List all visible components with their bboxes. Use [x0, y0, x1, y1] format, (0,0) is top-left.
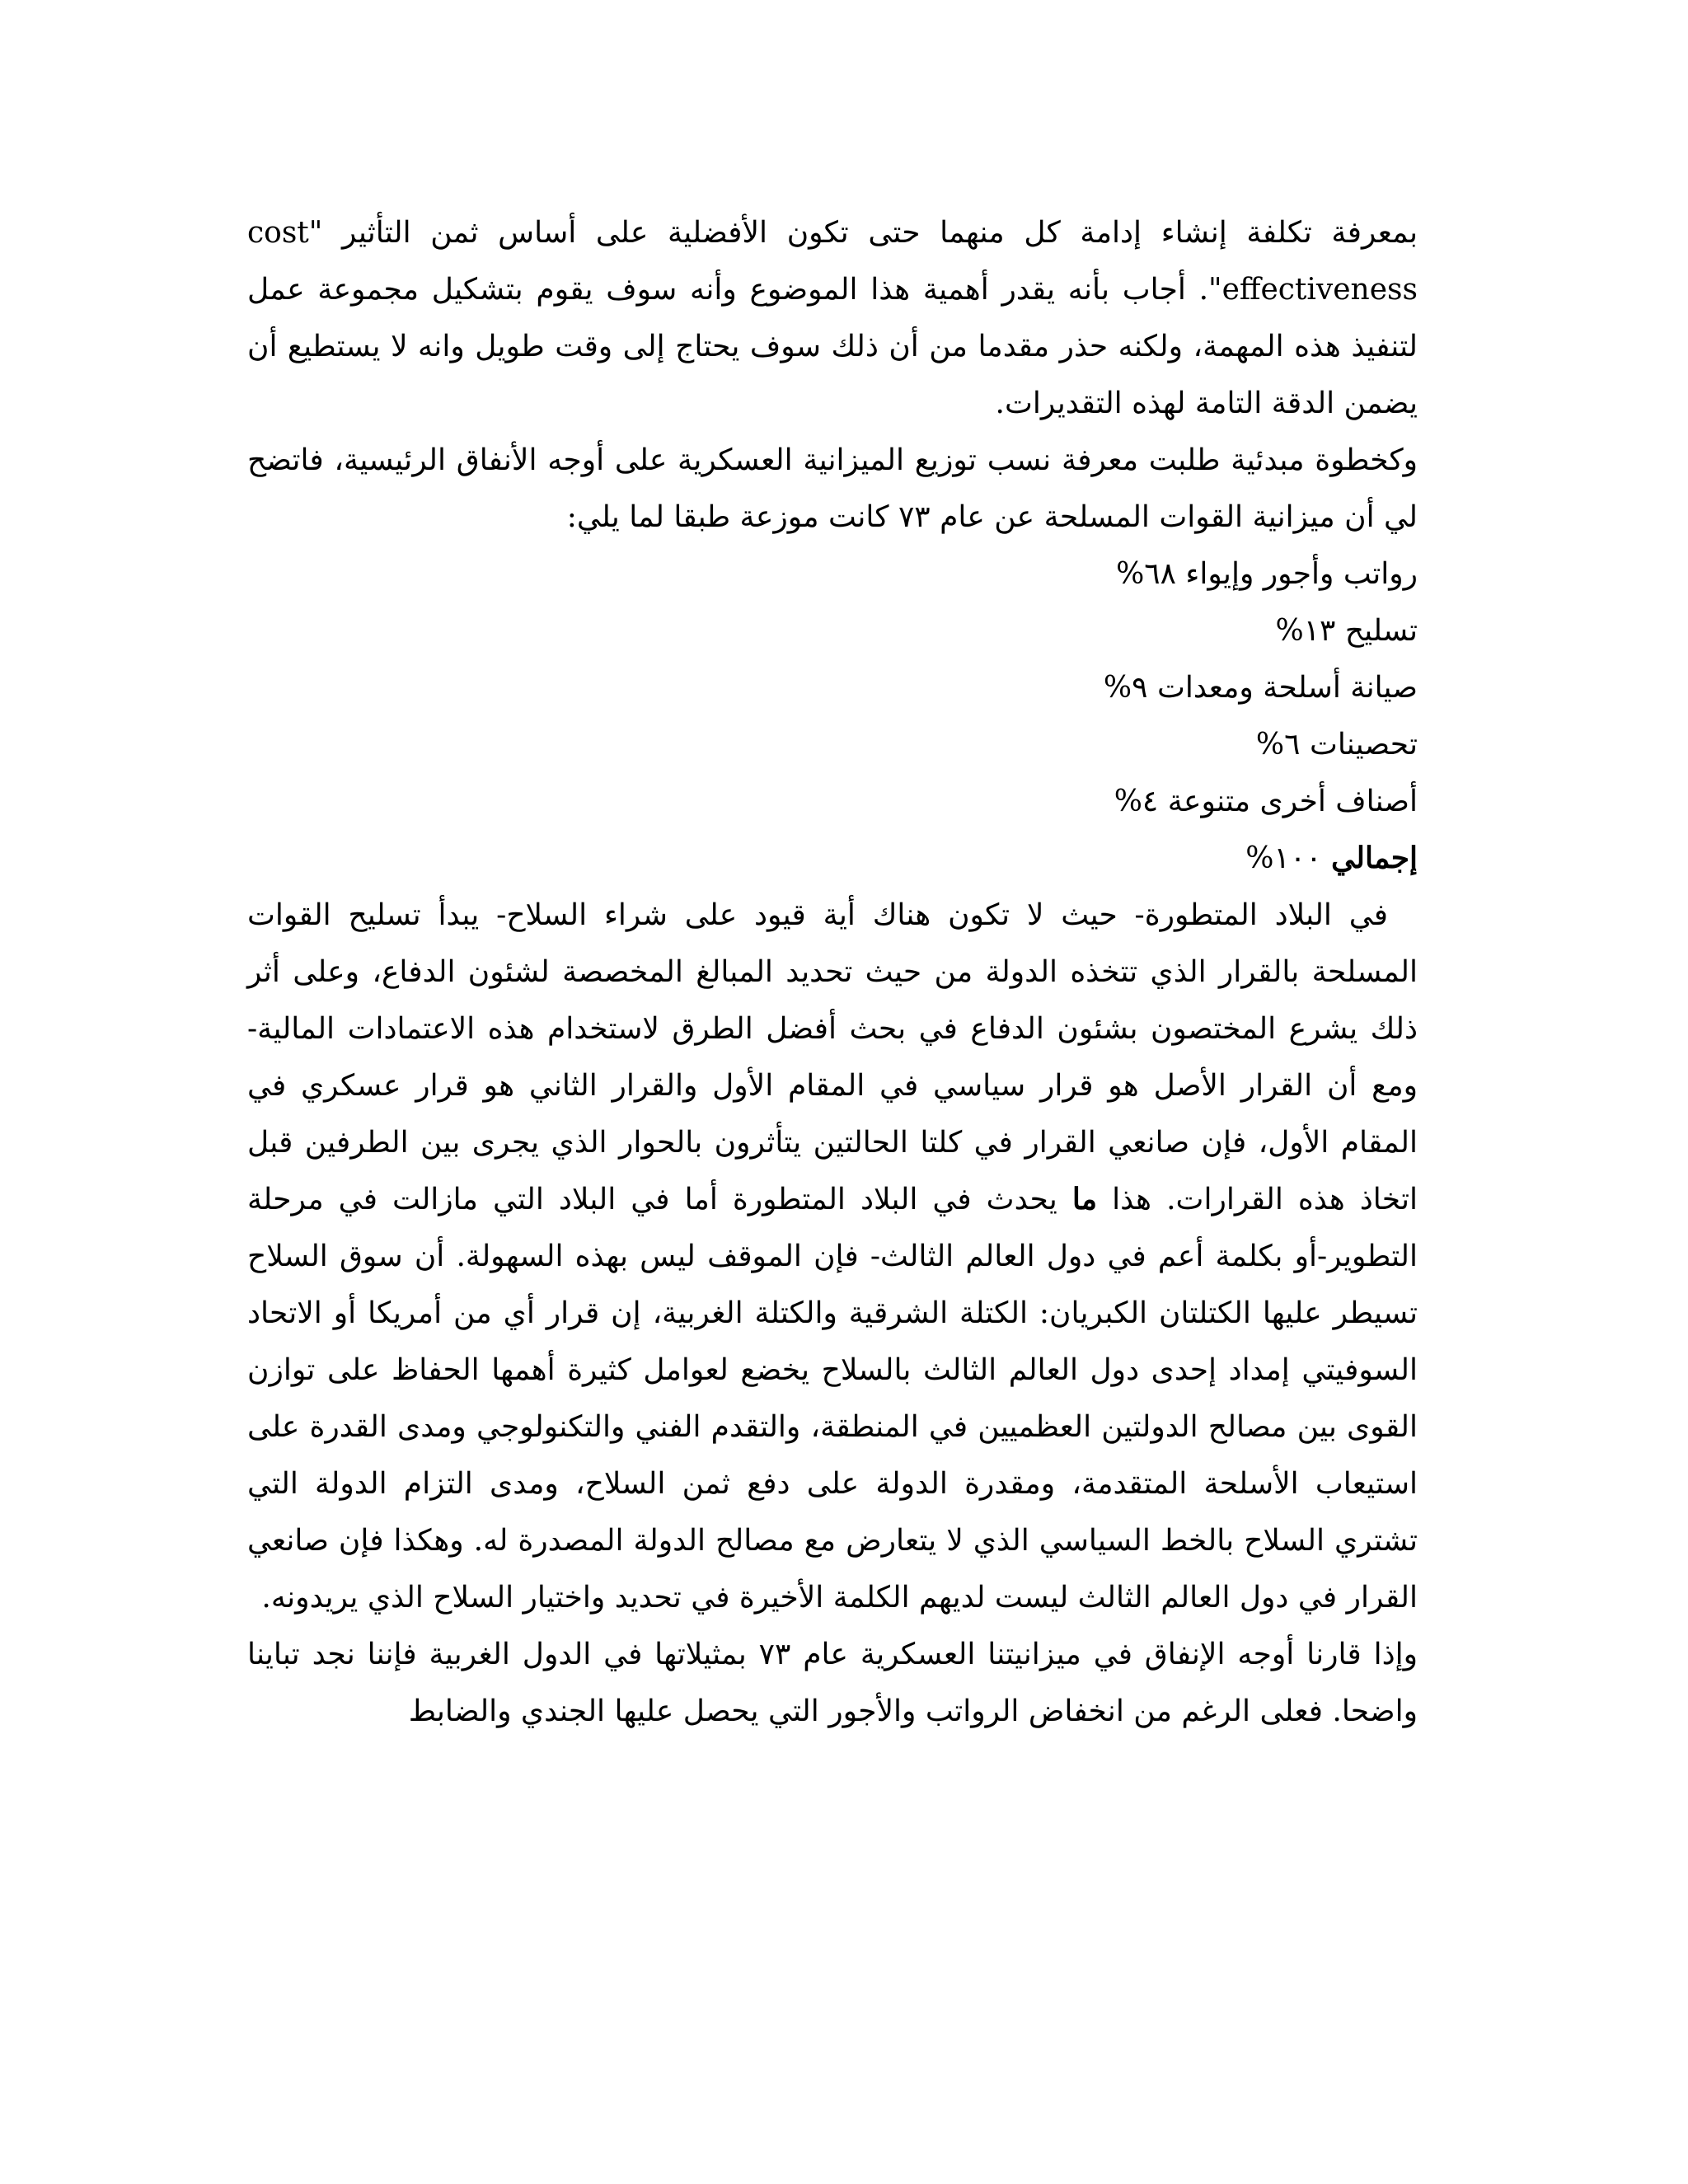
budget-item-salaries [247, 546, 1418, 602]
budget-list [247, 546, 1418, 887]
budget-item-label: رواتب وأجور وإيواء [1185, 557, 1418, 591]
budget-item-fortifications [247, 716, 1418, 773]
budget-item-label: أصناف أخرى متنوعة [1167, 785, 1418, 818]
budget-total-label: إجمالي [1330, 841, 1418, 875]
budget-item-maintenance [247, 659, 1418, 716]
paragraph-1-text-a: بمعرفة تكلفة إنشاء إدامة كل منهما حتى تكون الأفضلية على أساس ثمن التأثير " [308, 216, 1418, 250]
term-cost-effectiveness: cost effectiveness [247, 216, 1418, 307]
paragraph-arms-decision [247, 887, 1418, 1626]
paragraph-budget-intro: وكخطوة مبدئية طلبت معرفة نسب توزيع الميزانية العسكرية على أوجه الأنفاق الرئيسية، فاتضح لي أن ميزانية القوات المسلحة عن عام ٧٣ كانت موزعة طبقا لما يلي: [247, 443, 1418, 534]
budget-item-misc [247, 773, 1418, 830]
paragraph-1-text-b: ". أجاب بأنه يقدر أهمية هذا الموضوع وأنه سوف يقوم بتشكيل مجموعة عمل لتنفيذ هذه المهمة، ولكنه حذر مقدما من أن ذلك سوف يحتاج إلى وقت طويل وانه لا يستطيع أن يضمن الدقة التامة لهذه التقديرات. [247, 273, 1418, 420]
budget-item-value: ٦% [1255, 728, 1301, 762]
paragraph-3-text-b: يحدث في البلاد المتطورة أما في البلاد التي مازالت في مرحلة التطوير-أو بكلمة أعم في دول العالم الثالث- فإن الموقف ليس بهذه السهولة. أن سوق السلاح تسيطر عليها الكتلتان الكبريان: الكتلة الشرقية والكتلة الغربية، إن قرار أي من أمريكا أو الاتحاد السوفيتي إمداد إحدى دول العالم الثالث بالسلاح يخضع لعوامل كثيرة أهمها الحفاظ على توازن القوى بين مصالح الدولتين العظميين في المنطقة، والتقدم الفني والتكنولوجي ومدى القدرة على استيعاب الأسلحة المتقدمة، ومقدرة الدولة على دفع ثمن السلاح، ومدى التزام الدولة التي تشتري السلاح بالخط السياسي الذي لا يتعارض مع مصالح الدولة المصدرة له. وهكذا فإن صانعي القرار في دول العالم الثالث ليست لديهم الكلمة الأخيرة في تحديد واختيار السلاح الذي يريدونه. [247, 1183, 1418, 1615]
budget-item-label: تسليح [1344, 614, 1418, 648]
budget-item-label: صيانة أسلحة ومعدات [1156, 671, 1418, 705]
budget-item-value: ٩% [1103, 671, 1148, 705]
paragraph-3-text-a: في البلاد المتطورة- حيث لا تكون هناك أية قيود على شراء السلاح- يبدأ تسليح القوات المسلحة بالقرار الذي تتخذه الدولة من حيث تحديد المبالغ المخصصة لشئون الدفاع، وعلى أثر ذلك يشرع المختصون بشئون الدفاع في بحث أفضل الطرق لاستخدام هذه الاعتمادات المالية- ومع أن القرار الأصل هو قرار سياسي في المقام الأول والقرار الثاني هو قرار عسكري في المقام الأول، فإن صانعي القرار في كلتا الحالتين يتأثرون بالحوار الذي يجرى بين الطرفين قبل اتخاذ هذه القرارات. هذا [247, 898, 1418, 1216]
budget-item-value: ٦٨% [1116, 557, 1176, 591]
budget-item-label: تحصينات [1309, 728, 1418, 762]
budget-total [247, 830, 1418, 887]
budget-item-armament [247, 602, 1418, 659]
document-body [247, 204, 1418, 1740]
paragraph-spending-comparison: وإذا قارنا أوجه الإنفاق في ميزانيتنا العسكرية عام ٧٣ بمثيلاتها في الدول الغربية فإننا نجد تباينا واضحا. فعلى الرغم من انخفاض الرواتب والأجور التي يحصل عليها الجندي والضابط [247, 1638, 1418, 1728]
budget-total-value: ١٠٠% [1245, 841, 1322, 875]
budget-item-value: ١٣% [1275, 614, 1336, 648]
paragraph-3-emphasis: ما [1071, 1182, 1098, 1216]
paragraph-cost-effectiveness [247, 204, 1418, 432]
budget-item-value: ٤% [1114, 785, 1159, 818]
